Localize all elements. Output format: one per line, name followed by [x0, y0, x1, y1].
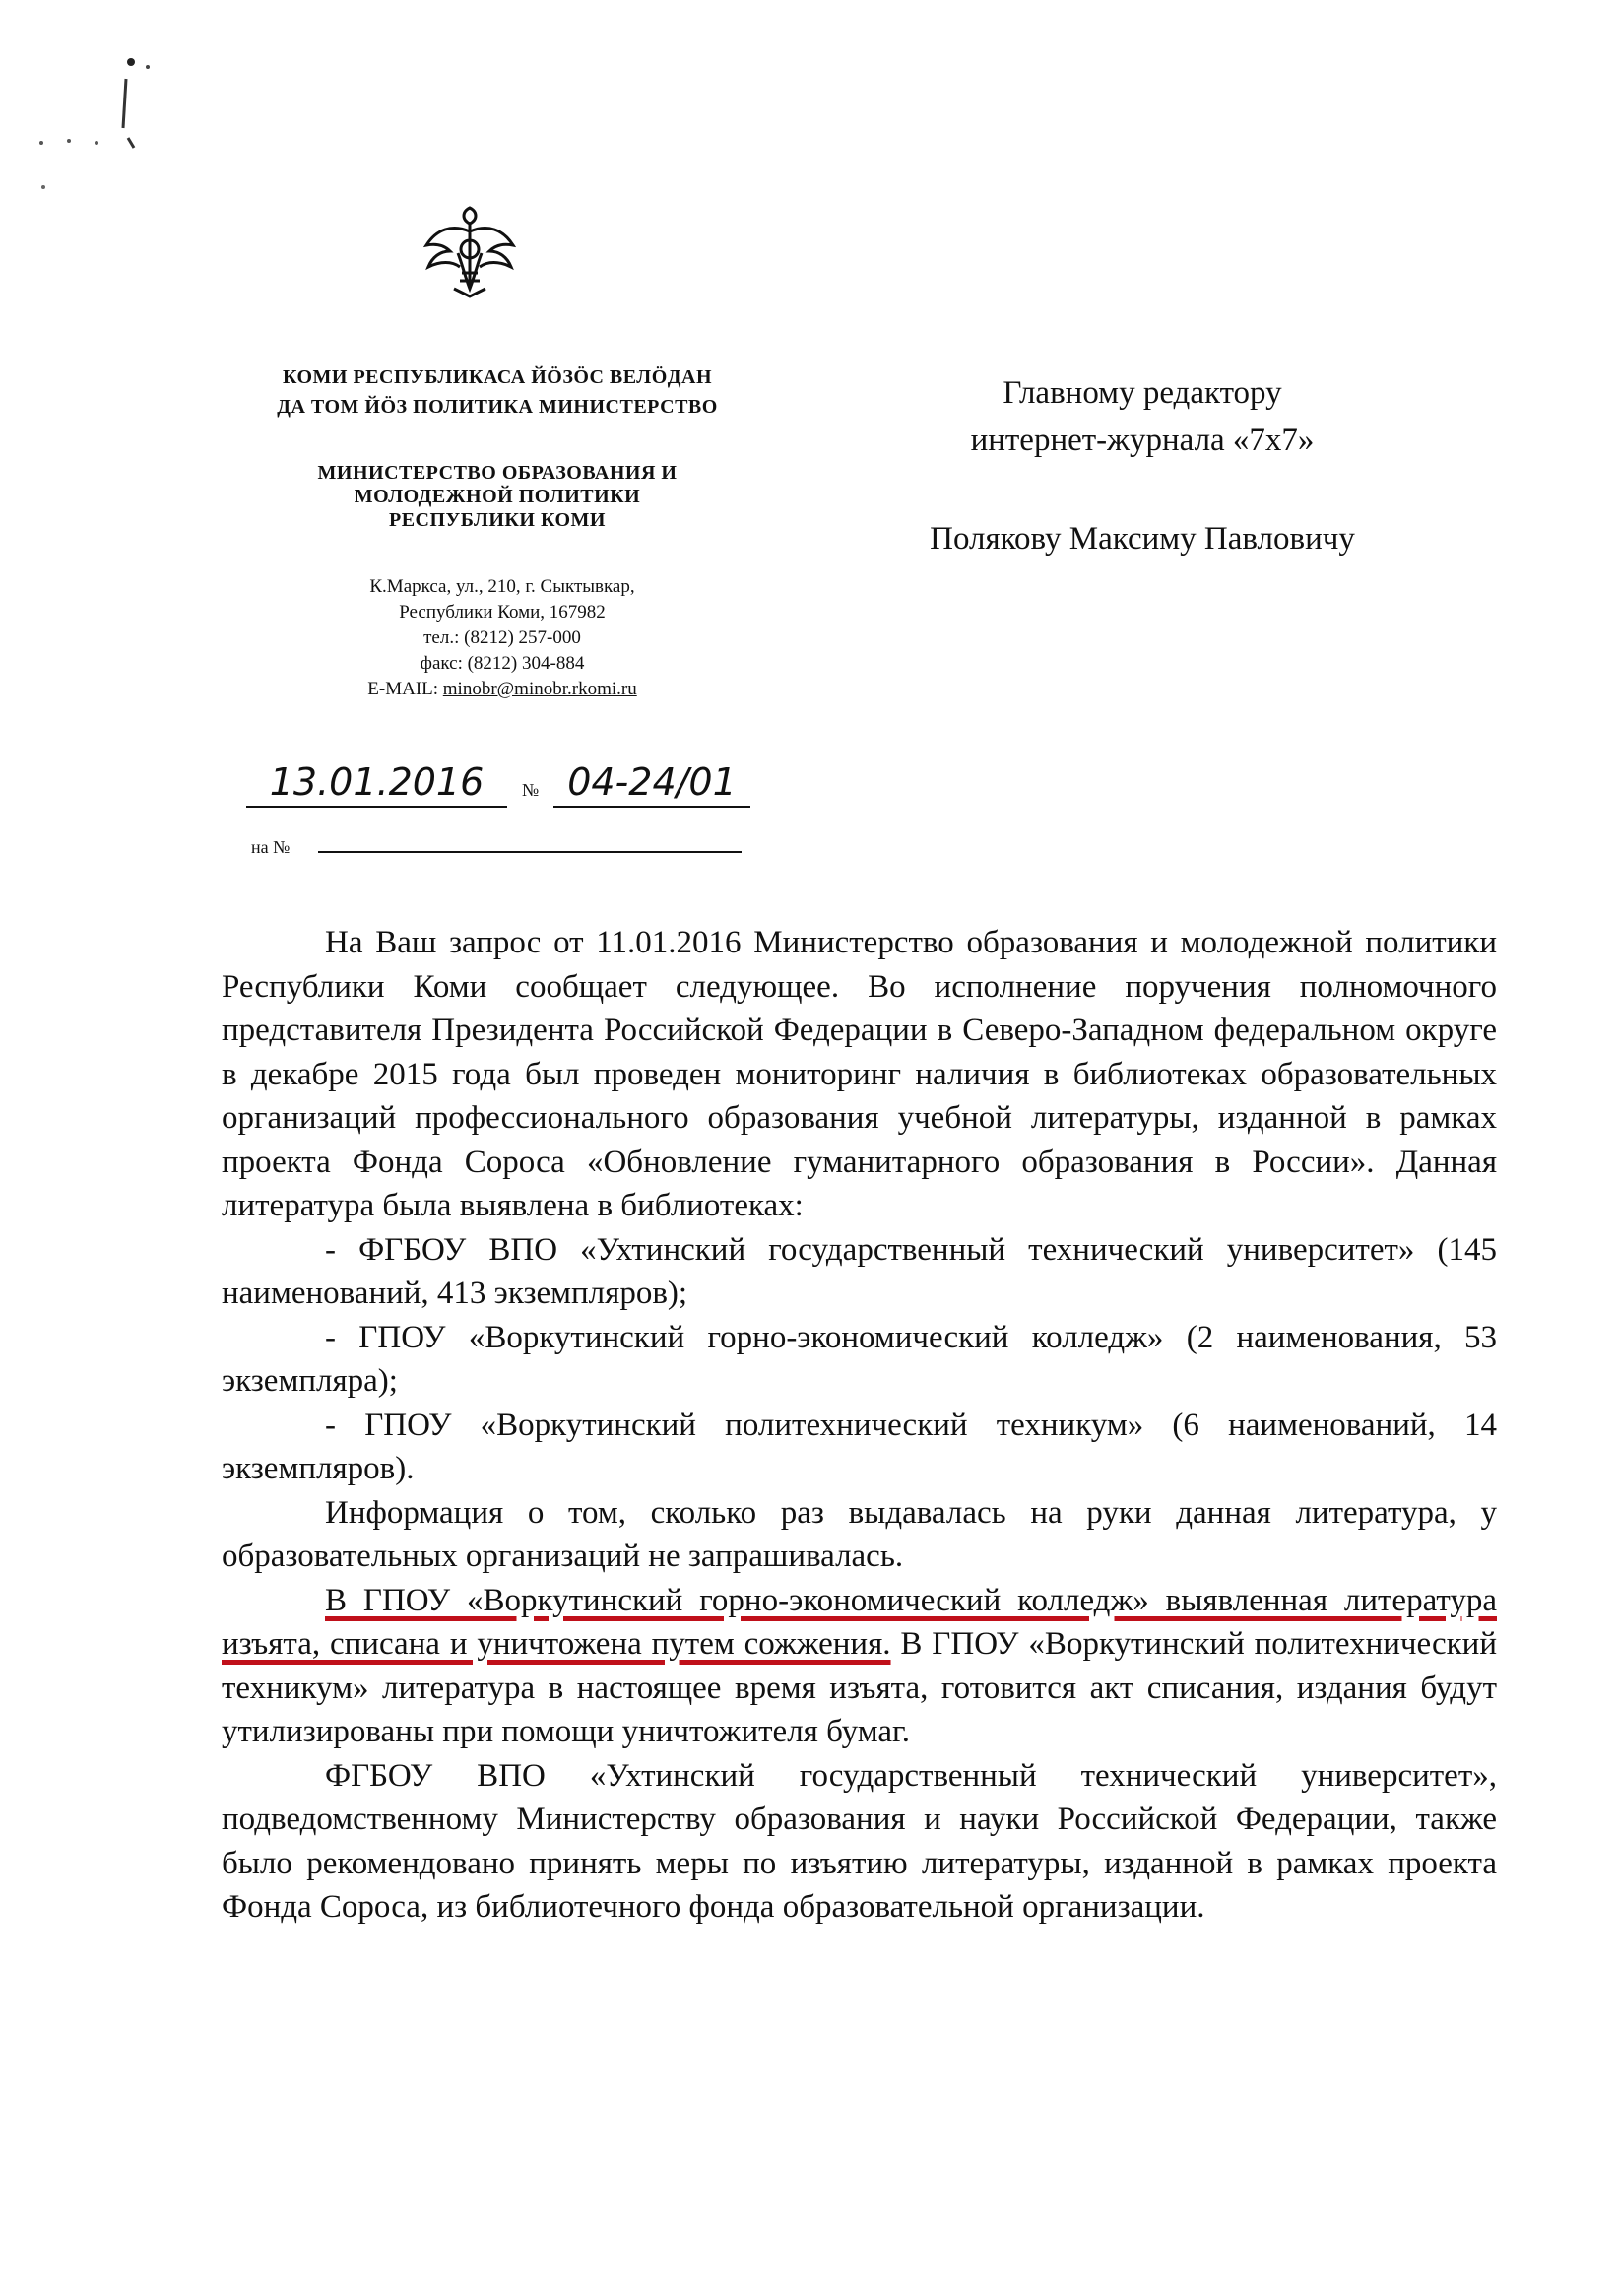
email-label: E-MAIL: — [367, 679, 443, 699]
list-item-vorkuta-technikum: - ГПОУ «Воркутинский политехнический техникум» (6 наименований, 14 экземпляров). — [222, 1407, 1497, 1486]
reference-blank — [318, 851, 742, 853]
document-number: 04-24/01 — [553, 758, 750, 808]
komi-republic-emblem — [419, 202, 522, 300]
reference-line — [251, 837, 753, 867]
paragraph-destruction — [222, 1579, 1497, 1754]
addressee-name: Полякову Максиму Павловичу — [930, 521, 1355, 557]
scan-artifact-marks — [39, 49, 158, 227]
address-street: К.Маркса, ул., 210, г. Сыктывкар, — [369, 576, 635, 597]
document-date: 13.01.2016 — [246, 758, 507, 808]
registration-line — [246, 758, 817, 818]
highlighted-destruction-sentence: В ГПОУ «Воркутинский горно-экономический колледж» выявленная литература изъята, списана и уничтожена путем сожжения. — [222, 1582, 1497, 1662]
paragraph-info: Информация о том, сколько раз выдавалась на руки данная литература, у образовательных организаций не запрашивалась. — [222, 1494, 1497, 1574]
list-item-ukhta-university: - ФГБОУ ВПО «Ухтинский государственный технический университет» (145 наименований, 413 экземпляров); — [222, 1231, 1497, 1311]
email-value: minobr@minobr.rkomi.ru — [442, 679, 637, 699]
komi-ministry-name-line1: КОМИ РЕСПУБЛИКАСА ЙÖЗÖС ВЕЛÖДАН — [282, 366, 713, 388]
ministry-address — [295, 574, 709, 702]
reference-label: на № — [251, 837, 291, 857]
paragraph-recommendation: ФГБОУ ВПО «Ухтинский государственный технический университет», подведомственному Министерству образования и науки Российской Федерации, также было рекомендовано принять меры по изъятию литературы, изданной в рамках проекта Фонда Сороса, из библиотечного фонда образовательной организации. — [222, 1757, 1497, 1925]
letter-body — [222, 921, 1497, 1930]
address-fax: факс: (8212) 304-884 — [420, 653, 585, 674]
list-item-vorkuta-college: - ГПОУ «Воркутинский горно-экономический колледж» (2 наименования, 53 экземпляра); — [222, 1319, 1497, 1399]
address-region: Республики Коми, 167982 — [399, 602, 606, 623]
addressee-position: Главному редактору — [1003, 375, 1282, 411]
ministry-header — [222, 362, 773, 532]
komi-ministry-name-line2: ДА ТОМ ЙÖЗ ПОЛИТИКА МИНИСТЕРСТВО — [277, 396, 718, 418]
addressee-block — [867, 369, 1418, 562]
ministry-name-line1: МИНИСТЕРСТВО ОБРАЗОВАНИЯ И — [317, 462, 678, 484]
paragraph-destruction-rest: В ГПОУ «Воркутинский политехнический техникум» литература в настоящее время изъята, готовится акт списания, издания будут утилизированы при помощи уничтожителя бумаг. — [222, 1626, 1497, 1749]
number-label: № — [522, 780, 540, 800]
ministry-name-line3: РЕСПУБЛИКИ КОМИ — [389, 509, 606, 531]
address-email — [295, 677, 709, 702]
address-phone: тел.: (8212) 257-000 — [423, 627, 581, 648]
ministry-name-line2: МОЛОДЕЖНОЙ ПОЛИТИКИ — [354, 486, 641, 507]
paragraph-request: На Ваш запрос от 11.01.2016 Министерство образования и молодежной политики Республики Коми сообщает следующее. Во исполнение поручения полномочного представителя Президента Российской Федерации в Северо-Западном федеральном округе в декабре 2015 года был проведен мониторинг наличия в библиотеках образовательных организаций профессионального образования учебной литературы, изданной в рамках проекта Фонда Сороса «Обновление гуманитарного образования в России». Данная литература была выявлена в библиотеках: — [222, 925, 1497, 1223]
addressee-organization: интернет-журнала «7х7» — [970, 423, 1315, 458]
